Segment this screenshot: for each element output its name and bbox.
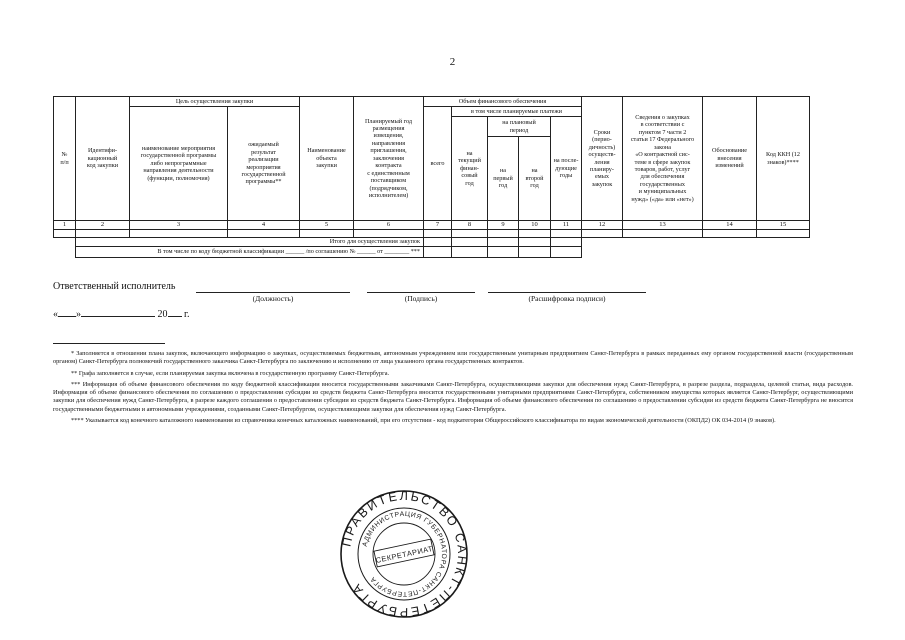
column-number: 14 [703,221,757,230]
footnote-4: **** Указывается код конечного каталожного наименования из справочника конечных каталожных наименований, при его отсутствии - код подкатегории Общероссийского классификатора по видам экономической деятельности (ОКПД2) ОК 034-2014 (9 знаков). [71,417,776,425]
date-quote-open: « [53,309,58,320]
column-number: 6 [354,221,424,230]
footnote-3: *** Информация об объеме финансового обеспечения по коду бюджетной классификации вносится государственными заказчиками Санкт-Петербурга, осуществляющими закупки для обеспечения нужд Санкт-Петербурга, в разрезе раздела, подраздела, целевой статьи, вида расходов. Информация об объеме финансового обеспечения по соглашению о предоставлении субсидии из средств бюджета Санкт-Петербурга вносится государственными унитарными предприятиями Санкт-Петербурга, собственником имущества которых является Санкт-Петербург, осуществляющими закупки для обеспечения нужд Санкт-Петербурга, в разрезе каждого соглашения о предоставлении субсидии из средств бюджета Санкт-Петербурга. Информация об объеме финансового обеспечения по соглашению о предоставлении субсидии из средств бюджета Санкт-Петербурга не вносится государственными бюджетными и автономными учреждениями, созданными Санкт-Петербургом, осуществляющими закупки для обеспечения нужд Санкт-Петербурга. [53,380,853,413]
footnote-rule [53,343,165,344]
responsible-label: Ответственный исполнитель [53,281,176,292]
header-incl: в том числе планируемые платежи [452,107,582,117]
procurement-plan-table [53,96,810,258]
column-number: 1 [54,221,76,230]
header-object: Наименование объекта закупки [300,97,354,221]
header-goal-event: наименование мероприятия государственной программы либо непрограммные направления деятельности (функции, полномочия) [130,107,228,221]
official-seal [339,489,469,619]
header-id: Идентифи- кационный код закупки [76,97,130,221]
column-number: 9 [488,221,519,230]
date-quote-close: » [76,309,81,320]
footnote-1: * Заполняется в отношении плана закупок, включающего информацию о закупках, осуществляемых бюджетным, автономным учреждением или государственным унитарным предприятием Санкт-Петербурга в рамках переданных ему органом государственной власти (государственным органом) Санкт-Петербурга полномочий государственного заказчика Санкт-Петербурга по заключению и исполнению от лица указанного органа государственных контрактов. [53,350,853,366]
page-number: 2 [449,56,456,68]
column-number: 2 [76,221,130,230]
header-goal-result: ожидаемый результат реализации мероприятия государственной программы** [228,107,300,221]
year-suffix: г. [184,309,190,320]
budget-label: В том числе по коду бюджетной классификации ______ /по соглашению № ______ от ________ *** [76,246,424,257]
header-info: Сведения о закупках в соответствии с пунктом 7 части 2 статьи 17 Федерального закона «О контрактной сис- теме в сфере закупок товаров, работ, услуг для обеспечения государственных и муниципальных нужд» («да» или «нет») [623,97,703,221]
header-first: на первый год [488,137,519,221]
column-number: 12 [582,221,623,230]
position-line [196,292,350,293]
header-total: всего [424,107,452,221]
column-number: 5 [300,221,354,230]
decoding-caption: (Расшифровка подписи) [528,294,606,303]
total-row [54,237,810,246]
column-numbers-row [54,221,810,230]
seal-center-text: СЕКРЕТАРИАТ [374,544,434,565]
header-no: № п/п [54,97,76,221]
header-year: Планируемый год размещения извещения, направления приглашения, заключения контракта с единственным поставщиком (подрядчиком, исполнителем) [354,97,424,221]
year-field [168,308,182,317]
header-later: на после- дующие годы [551,117,582,221]
footnote-2: ** Графа заполняется в случае, если планируемая закупка включена в государственную программу Санкт-Петербурга. [71,369,390,377]
column-number: 13 [623,221,703,230]
seal-outer-text: ПРАВИТЕЛЬСТВО САНКТ-ПЕТЕРБУРГА [339,489,469,619]
column-number: 3 [130,221,228,230]
column-number: 11 [551,221,582,230]
header-goal: Цель осуществления закупки [130,97,300,107]
header-plan-period: на плановый период [488,117,551,137]
total-label: Итого для осуществления закупок [76,237,424,246]
decoding-line [488,292,646,293]
signature-caption: (Подпись) [404,294,438,303]
date-line [53,308,189,320]
year-prefix: 20 [157,309,168,320]
column-number: 10 [519,221,551,230]
data-row [54,229,810,237]
header-terms: Сроки (перио- дичность) осуществ- ления планиру- емых закупок [582,97,623,221]
signature-line [367,292,475,293]
day-field [58,308,76,317]
header-kkn: Код ККН (12 знаков)**** [757,97,810,221]
footnotes [53,350,853,428]
header-reason: Обоснование внесения изменений [703,97,757,221]
column-number: 8 [452,221,488,230]
column-number: 15 [757,221,810,230]
header-finance: Объем финансового обеспечения [424,97,582,107]
column-number: 4 [228,221,300,230]
budget-row [54,246,810,257]
column-number: 7 [424,221,452,230]
header-current: на текущий финан- совый год [452,117,488,221]
seal-inner-text: АДМИНИСТРАЦИЯ ГУБЕРНАТОРА САНКТ-ПЕТЕРБУРГА [361,510,448,598]
month-field [81,308,155,317]
header-second: на второй год [519,137,551,221]
position-caption: (Должность) [252,294,294,303]
